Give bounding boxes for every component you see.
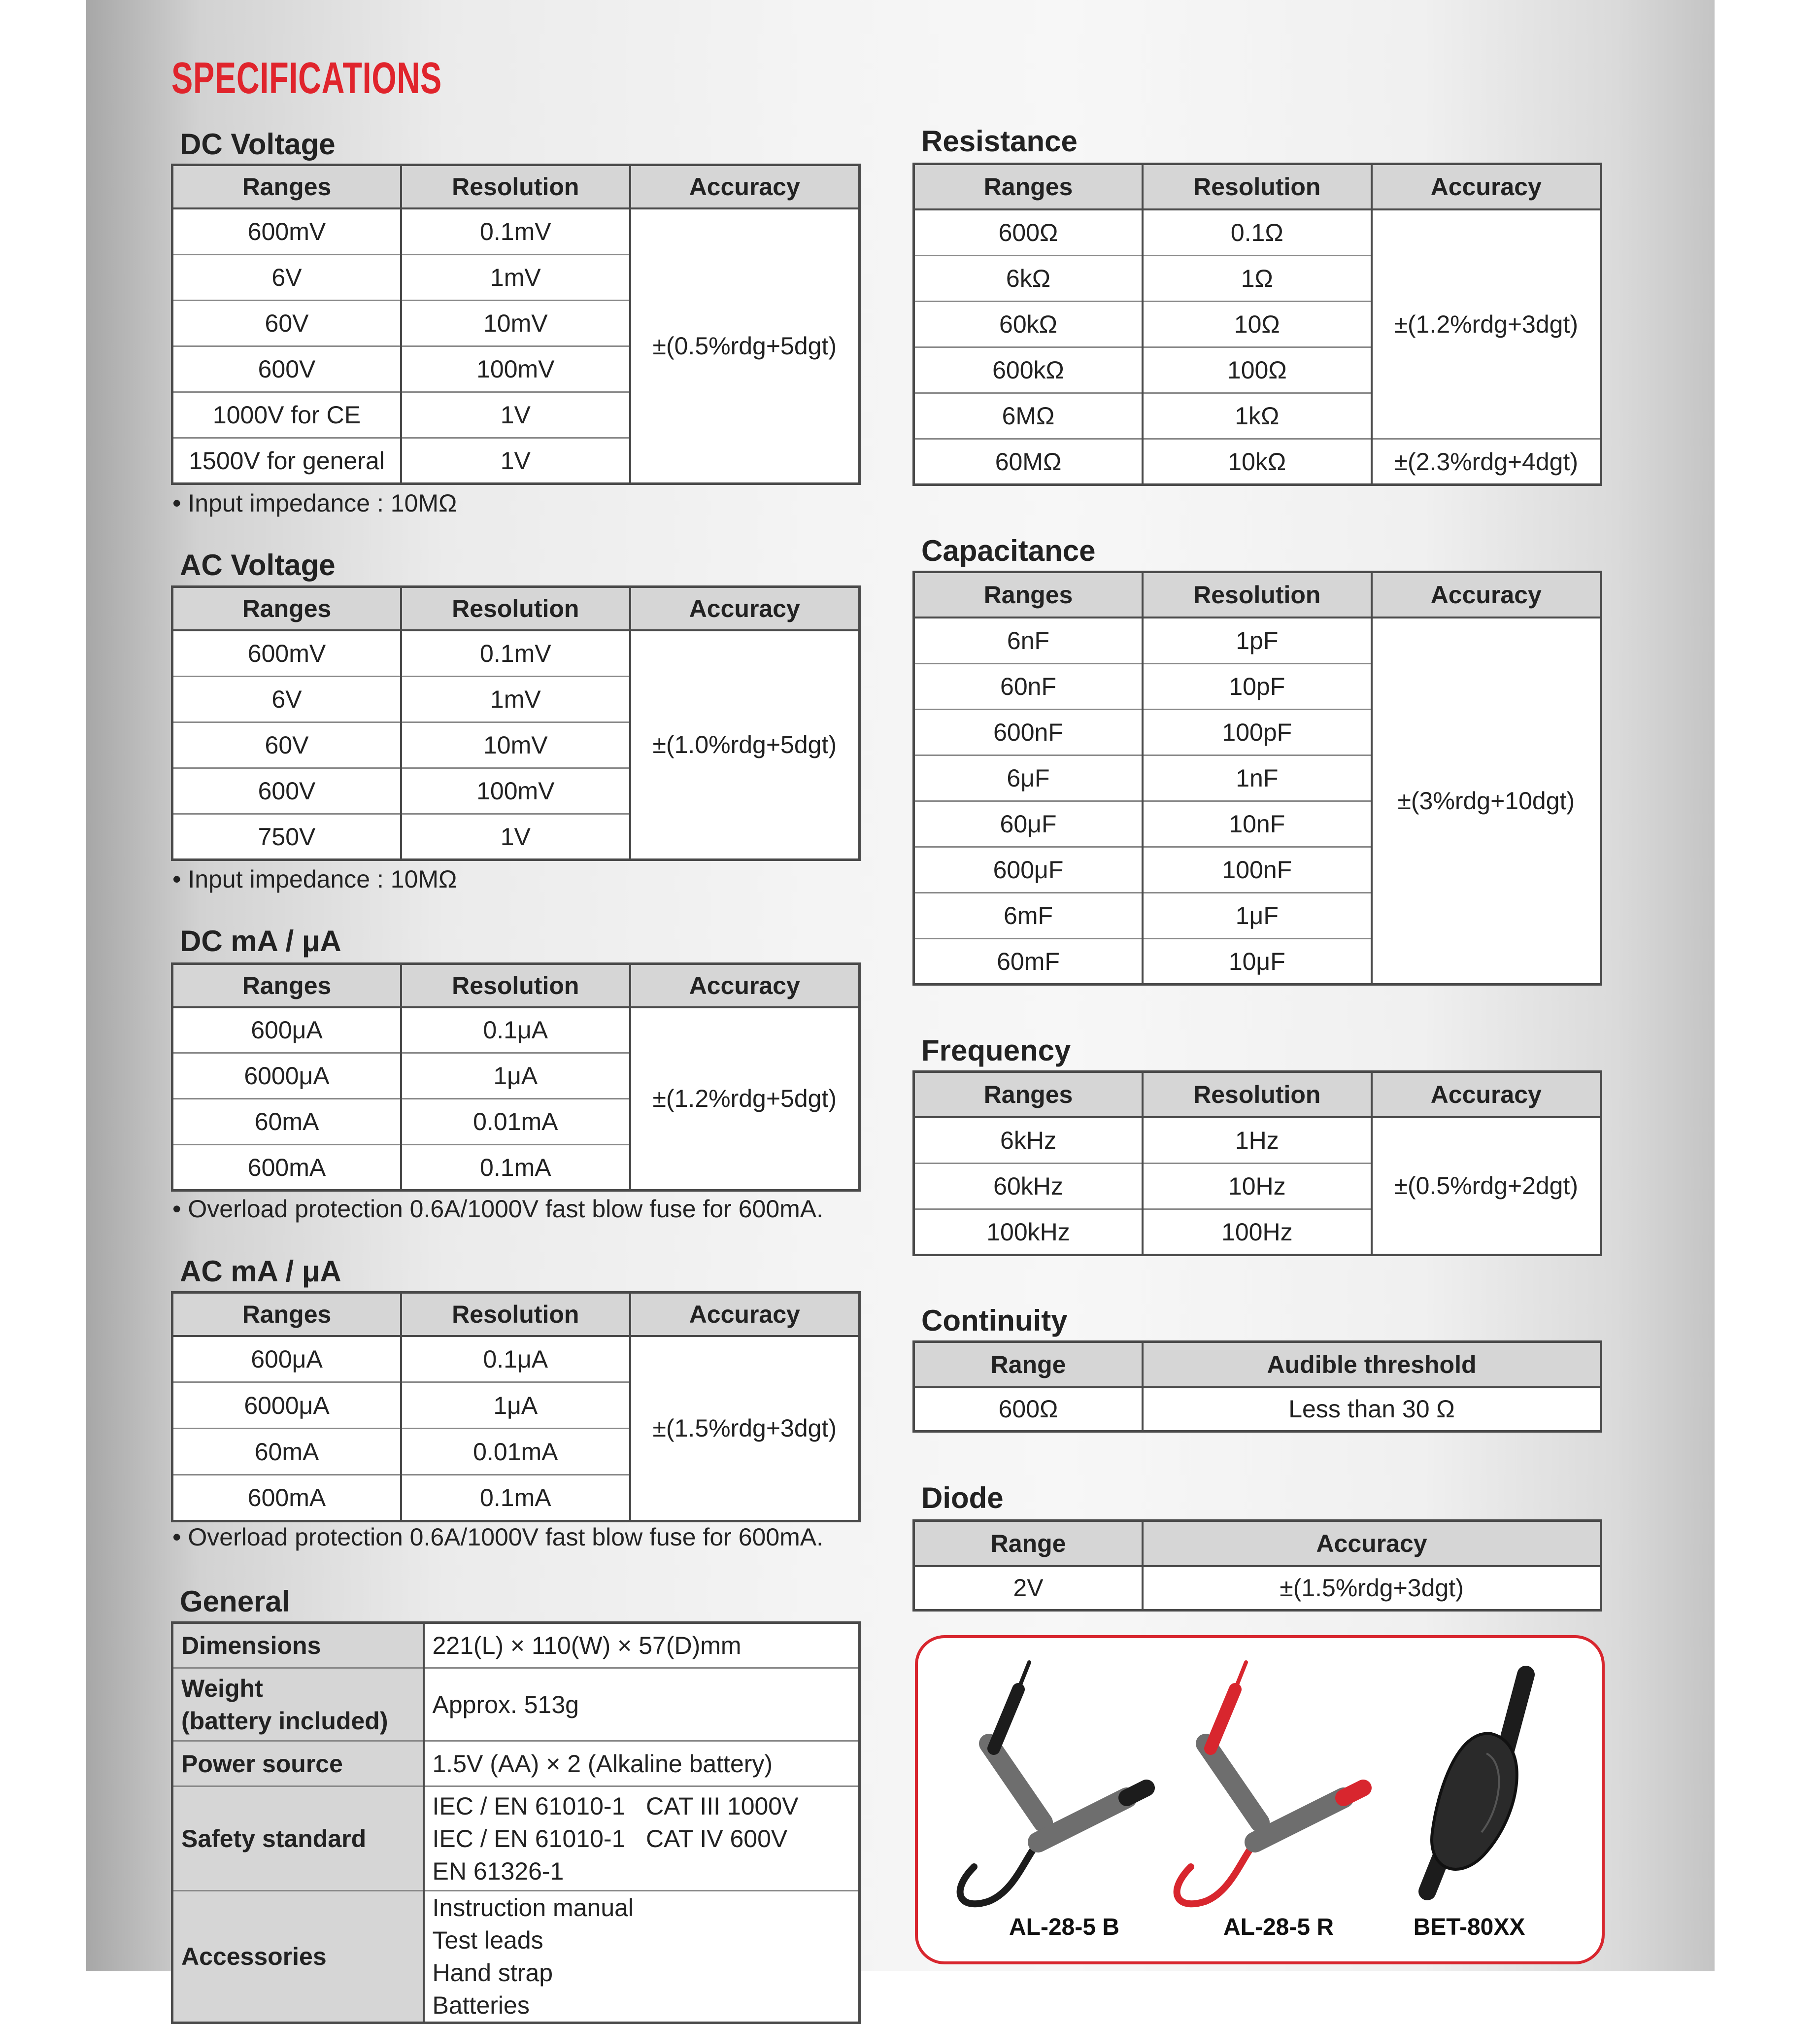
- resolution-cell: 10mV: [401, 722, 630, 768]
- accessory-item: Test leads: [432, 1926, 543, 1954]
- ac-voltage-table: [171, 585, 861, 861]
- header-resolution: Resolution: [401, 587, 630, 630]
- accessory-label: BET-80XX: [1413, 1914, 1525, 1940]
- range-cell: 60mA: [172, 1099, 402, 1145]
- resolution-cell: 1kΩ: [1143, 393, 1372, 439]
- header-resolution: Resolution: [401, 1293, 630, 1336]
- header-accuracy: Accuracy: [630, 165, 860, 208]
- header-accuracy: Accuracy: [1372, 164, 1601, 209]
- header-resolution: Resolution: [401, 165, 630, 208]
- range-cell: 600μA: [172, 1007, 402, 1053]
- table-row: [914, 439, 1601, 485]
- resolution-cell: 100nF: [1143, 847, 1372, 893]
- continuity-title: Continuity: [921, 1304, 1068, 1337]
- range-cell: 600kΩ: [914, 347, 1143, 393]
- accuracy-cell: ±(0.5%rdg+5dgt): [630, 208, 860, 484]
- range-cell: 600nF: [914, 710, 1143, 755]
- resolution-cell: 10μF: [1143, 939, 1372, 985]
- resolution-cell: 1Hz: [1143, 1117, 1372, 1164]
- diode-table: [912, 1519, 1602, 1612]
- resolution-cell: 0.1mA: [401, 1145, 630, 1191]
- frequency-title: Frequency: [921, 1034, 1071, 1067]
- resolution-cell: 1Ω: [1143, 256, 1372, 302]
- resolution-cell: 1V: [401, 814, 630, 860]
- table-row: [914, 1566, 1601, 1611]
- diode-title: Diode: [921, 1481, 1004, 1514]
- resolution-cell: 100Ω: [1143, 347, 1372, 393]
- resolution-cell: 1nF: [1143, 755, 1372, 801]
- ac-ma-note: • Overload protection 0.6A/1000V fast blow fuse for 600mA.: [172, 1523, 824, 1551]
- header-resolution: Resolution: [401, 964, 630, 1007]
- header-resolution: Resolution: [1143, 164, 1372, 209]
- resolution-cell: 0.1mV: [401, 208, 630, 255]
- general-table: [171, 1621, 861, 2024]
- range-cell: 6MΩ: [914, 393, 1143, 439]
- header-ranges: Ranges: [914, 164, 1143, 209]
- accessory-item: Instruction manual: [432, 1894, 634, 1921]
- resolution-cell: 1μA: [401, 1053, 630, 1099]
- resolution-cell: 0.1Ω: [1143, 209, 1372, 256]
- safety-line: EN 61326-1: [432, 1857, 564, 1885]
- range-cell: 60kHz: [914, 1164, 1143, 1209]
- accuracy-cell: ±(3%rdg+10dgt): [1372, 617, 1601, 985]
- dc-voltage-note: • Input impedance : 10MΩ: [172, 489, 457, 517]
- resolution-cell: 0.01mA: [401, 1429, 630, 1475]
- resolution-cell: 100pF: [1143, 710, 1372, 755]
- table-row: [172, 630, 860, 677]
- resolution-cell: 100mV: [401, 768, 630, 814]
- range-cell: 60mF: [914, 939, 1143, 985]
- range-cell: 60MΩ: [914, 439, 1143, 485]
- resolution-cell: 1pF: [1143, 617, 1372, 664]
- accuracy-cell: ±(1.2%rdg+3dgt): [1372, 209, 1601, 439]
- table-row: [172, 1668, 860, 1741]
- capacitance-table: [912, 571, 1602, 986]
- range-cell: 600mV: [172, 630, 402, 677]
- header-ranges: Ranges: [172, 1293, 402, 1336]
- accessory-label: AL-28-5 B: [1009, 1914, 1120, 1940]
- red-test-lead-icon: [1177, 1662, 1363, 1904]
- header-ranges: Ranges: [914, 572, 1143, 617]
- resolution-cell: 1V: [401, 438, 630, 484]
- accessories-value: [424, 1891, 860, 2023]
- range-cell: 6V: [172, 677, 402, 722]
- dc-voltage-title: DC Voltage: [180, 128, 336, 161]
- range-cell: 600V: [172, 346, 402, 392]
- ac-voltage-note: • Input impedance : 10MΩ: [172, 865, 457, 893]
- dc-ma-note: • Overload protection 0.6A/1000V fast blow fuse for 600mA.: [172, 1195, 824, 1223]
- resolution-cell: 10mV: [401, 301, 630, 346]
- ac-ma-title: AC mA / μA: [180, 1255, 341, 1288]
- header-range: Range: [914, 1342, 1143, 1387]
- resolution-cell: 0.1μA: [401, 1336, 630, 1382]
- range-cell: 6000μA: [172, 1382, 402, 1429]
- table-row: [914, 1387, 1601, 1432]
- accessory-label: AL-28-5 R: [1223, 1914, 1334, 1940]
- range-cell: 100kHz: [914, 1209, 1143, 1255]
- header-accuracy: Accuracy: [1143, 1521, 1601, 1566]
- resistance-title: Resistance: [921, 125, 1078, 158]
- range-cell: 1500V for general: [172, 438, 402, 484]
- header-range: Range: [914, 1521, 1143, 1566]
- ac-voltage-title: AC Voltage: [180, 549, 336, 582]
- resolution-cell: 10nF: [1143, 801, 1372, 847]
- threshold-cell: Less than 30 Ω: [1143, 1387, 1601, 1432]
- accuracy-cell: ±(1.5%rdg+3dgt): [630, 1336, 860, 1521]
- black-test-lead-icon: [960, 1662, 1146, 1904]
- range-cell: 6V: [172, 255, 402, 301]
- resolution-cell: 1μA: [401, 1382, 630, 1429]
- range-cell: 6kHz: [914, 1117, 1143, 1164]
- resolution-cell: 100Hz: [1143, 1209, 1372, 1255]
- accuracy-cell: ±(1.0%rdg+5dgt): [630, 630, 860, 860]
- table-row: [172, 1336, 860, 1382]
- range-cell: 1000V for CE: [172, 392, 402, 438]
- table-row: [914, 1117, 1601, 1164]
- weight-label: [172, 1668, 424, 1741]
- general-title: General: [180, 1585, 290, 1618]
- resolution-cell: 10pF: [1143, 664, 1372, 710]
- table-row: [172, 1786, 860, 1891]
- header-ranges: Ranges: [172, 165, 402, 208]
- range-cell: 6μF: [914, 755, 1143, 801]
- dc-ma-title: DC mA / μA: [180, 925, 341, 958]
- header-accuracy: Accuracy: [630, 964, 860, 1007]
- header-ranges: Ranges: [172, 964, 402, 1007]
- safety-line: IEC / EN 61010-1 CAT IV 600V: [432, 1824, 788, 1852]
- resolution-cell: 0.01mA: [401, 1099, 630, 1145]
- page-title: SPECIFICATIONS: [171, 54, 442, 103]
- header-ranges: Ranges: [172, 587, 402, 630]
- table-row: [172, 1741, 860, 1786]
- range-cell: 60μF: [914, 801, 1143, 847]
- resolution-cell: 10kΩ: [1143, 439, 1372, 485]
- table-row: [172, 208, 860, 255]
- header-ranges: Ranges: [914, 1072, 1143, 1117]
- dc-ma-table: [171, 962, 861, 1192]
- resistance-table: [912, 163, 1602, 486]
- range-cell: 60mA: [172, 1429, 402, 1475]
- weight-label-line: Weight: [181, 1674, 263, 1702]
- header-accuracy: Accuracy: [630, 587, 860, 630]
- accessory-item: Batteries: [432, 1991, 530, 2019]
- resolution-cell: 10Hz: [1143, 1164, 1372, 1209]
- range-cell: 60nF: [914, 664, 1143, 710]
- safety-line: IEC / EN 61010-1 CAT III 1000V: [432, 1792, 799, 1820]
- resolution-cell: 1V: [401, 392, 630, 438]
- table-row: [172, 1007, 860, 1053]
- continuity-table: [912, 1340, 1602, 1433]
- resolution-cell: 1mV: [401, 677, 630, 722]
- resolution-cell: 0.1mA: [401, 1475, 630, 1521]
- safety-standard-label: Safety standard: [172, 1786, 424, 1891]
- resolution-cell: 100mV: [401, 346, 630, 392]
- dimensions-label: Dimensions: [172, 1623, 424, 1668]
- resolution-cell: 0.1mV: [401, 630, 630, 677]
- table-row: [172, 1891, 860, 2023]
- range-cell: 60V: [172, 722, 402, 768]
- range-cell: 600mA: [172, 1475, 402, 1521]
- range-cell: 600V: [172, 768, 402, 814]
- header-audible-threshold: Audible threshold: [1143, 1342, 1601, 1387]
- range-cell: 600μF: [914, 847, 1143, 893]
- header-resolution: Resolution: [1143, 1072, 1372, 1117]
- range-cell: 600μA: [172, 1336, 402, 1382]
- range-cell: 60V: [172, 301, 402, 346]
- table-row: [172, 1623, 860, 1668]
- range-cell: 600mV: [172, 208, 402, 255]
- range-cell: 2V: [914, 1566, 1143, 1611]
- weight-label-line: (battery included): [181, 1707, 388, 1735]
- range-cell: 6nF: [914, 617, 1143, 664]
- range-cell: 750V: [172, 814, 402, 860]
- accuracy-cell: ±(1.5%rdg+3dgt): [1143, 1566, 1601, 1611]
- range-cell: 6mF: [914, 893, 1143, 939]
- range-cell: 6kΩ: [914, 256, 1143, 302]
- hand-strap-icon: [1427, 1675, 1526, 1891]
- accuracy-cell: ±(1.2%rdg+5dgt): [630, 1007, 860, 1191]
- accessories-label: Accessories: [172, 1891, 424, 2023]
- range-cell: 60kΩ: [914, 302, 1143, 347]
- header-resolution: Resolution: [1143, 572, 1372, 617]
- frequency-table: [912, 1070, 1602, 1256]
- accuracy-cell: ±(0.5%rdg+2dgt): [1372, 1117, 1601, 1255]
- ac-ma-table: [171, 1291, 861, 1522]
- header-accuracy: Accuracy: [630, 1293, 860, 1336]
- capacitance-title: Capacitance: [921, 534, 1096, 567]
- table-row: [914, 209, 1601, 256]
- dc-voltage-table: [171, 164, 861, 485]
- accuracy-cell: ±(2.3%rdg+4dgt): [1372, 439, 1601, 485]
- dimensions-value: 221(L) × 110(W) × 57(D)mm: [432, 1632, 741, 1659]
- range-cell: 600Ω: [914, 209, 1143, 256]
- power-source-value: 1.5V (AA) × 2 (Alkaline battery): [424, 1741, 860, 1786]
- range-cell: 600mA: [172, 1145, 402, 1191]
- power-source-label: Power source: [172, 1741, 424, 1786]
- resolution-cell: 1mV: [401, 255, 630, 301]
- header-accuracy: Accuracy: [1372, 1072, 1601, 1117]
- resolution-cell: 10Ω: [1143, 302, 1372, 347]
- range-cell: 6000μA: [172, 1053, 402, 1099]
- range-cell: 600Ω: [914, 1387, 1143, 1432]
- resolution-cell: 1μF: [1143, 893, 1372, 939]
- resolution-cell: 0.1μA: [401, 1007, 630, 1053]
- accessory-item: Hand strap: [432, 1959, 553, 1987]
- weight-value: Approx. 513g: [424, 1668, 860, 1741]
- header-accuracy: Accuracy: [1372, 572, 1601, 617]
- safety-standard-value: [424, 1786, 860, 1891]
- table-row: [914, 617, 1601, 664]
